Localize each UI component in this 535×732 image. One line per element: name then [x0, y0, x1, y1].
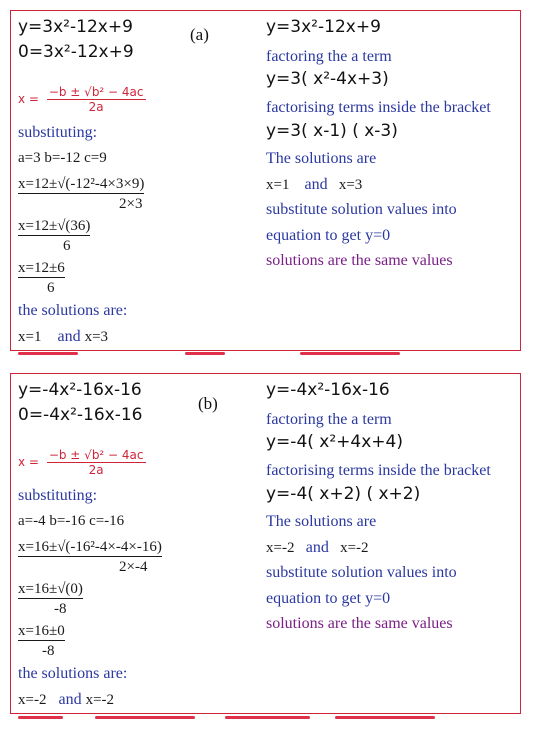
step-3-denominator: -8 — [42, 643, 55, 659]
step-3-denominator: 6 — [47, 280, 55, 296]
substituting-label: substituting: — [18, 124, 98, 141]
step-2-numerator: x=16±√(0) — [18, 581, 83, 597]
step-1-numerator: x=12±√(-12²-4×3×9) — [18, 176, 145, 192]
right-equation-3: y=-4( x+2) ( x+2) — [266, 484, 421, 504]
note-substitute: substitute solution values into — [266, 201, 457, 218]
part-label: (a) — [190, 25, 209, 44]
step-1-numerator: x=16±√(-16²-4×-4×-16) — [18, 539, 162, 555]
right-solutions-line: x=1 and x=3 — [266, 176, 363, 193]
note-equation: equation to get y=0 — [266, 590, 391, 607]
solutions-label: the solutions are: — [18, 302, 128, 319]
red-streak — [300, 352, 400, 355]
note-equation: equation to get y=0 — [266, 227, 391, 244]
left-equation-2: 0=-4x²-16x-16 — [18, 405, 143, 425]
worked-example-b — [10, 373, 521, 714]
formula-denominator: 2a — [88, 100, 104, 114]
quadratic-formula — [18, 85, 146, 114]
formula-denominator: 2a — [88, 463, 104, 477]
note-factoring: factoring the a term — [266, 411, 392, 428]
quadratic-formula — [18, 448, 146, 477]
solutions-line: x=1 and x=3 — [18, 328, 109, 345]
worked-example-a — [10, 10, 521, 351]
note-substitute: substitute solution values into — [266, 564, 457, 581]
part-label: (b) — [198, 394, 218, 413]
right-equation-3: y=3( x-1) ( x-3) — [266, 121, 398, 141]
note-solutions: The solutions are — [266, 513, 377, 530]
right-equation-1: y=3x²-12x+9 — [266, 17, 381, 37]
left-equation-1: y=3x²-12x+9 — [18, 17, 133, 37]
step-2-denominator: -8 — [54, 601, 67, 617]
step-3-numerator: x=16±0 — [18, 623, 65, 639]
step-3-numerator: x=12±6 — [18, 260, 65, 276]
red-streak — [225, 716, 310, 719]
step-2-denominator: 6 — [63, 238, 71, 254]
formula-lhs: x = — [18, 92, 39, 106]
substituting-label: substituting: — [18, 487, 98, 504]
step-1-denominator: 2×3 — [119, 196, 143, 212]
left-equation-2: 0=3x²-12x+9 — [18, 42, 134, 62]
left-equation-1: y=-4x²-16x-16 — [18, 380, 142, 400]
red-streak — [185, 352, 225, 355]
right-solutions-line: x=-2 and x=-2 — [266, 539, 369, 556]
red-streak — [335, 716, 435, 719]
red-streak — [18, 352, 78, 355]
solutions-label: the solutions are: — [18, 665, 128, 682]
formula-numerator: −b ± √b² − 4ac — [48, 85, 144, 99]
step-1-denominator: 2×-4 — [119, 559, 148, 575]
right-equation-1: y=-4x²-16x-16 — [266, 380, 390, 400]
note-factorising: factorising terms inside the bracket — [266, 99, 491, 116]
note-same-values: solutions are the same values — [266, 615, 453, 632]
note-factoring: factoring the a term — [266, 48, 392, 65]
formula-lhs: x = — [18, 455, 39, 469]
red-streak — [95, 716, 195, 719]
formula-numerator: −b ± √b² − 4ac — [48, 448, 144, 462]
coefficients: a=-4 b=-16 c=-16 — [18, 513, 125, 529]
right-equation-2: y=-4( x²+4x+4) — [266, 432, 403, 452]
red-streak — [18, 716, 63, 719]
solutions-line: x=-2 and x=-2 — [18, 691, 115, 708]
right-equation-2: y=3( x²-4x+3) — [266, 69, 389, 89]
step-2-numerator: x=12±√(36) — [18, 218, 91, 234]
note-same-values: solutions are the same values — [266, 252, 453, 269]
note-factorising: factorising terms inside the bracket — [266, 462, 491, 479]
coefficients: a=3 b=-12 c=9 — [18, 150, 107, 166]
note-solutions: The solutions are — [266, 150, 377, 167]
